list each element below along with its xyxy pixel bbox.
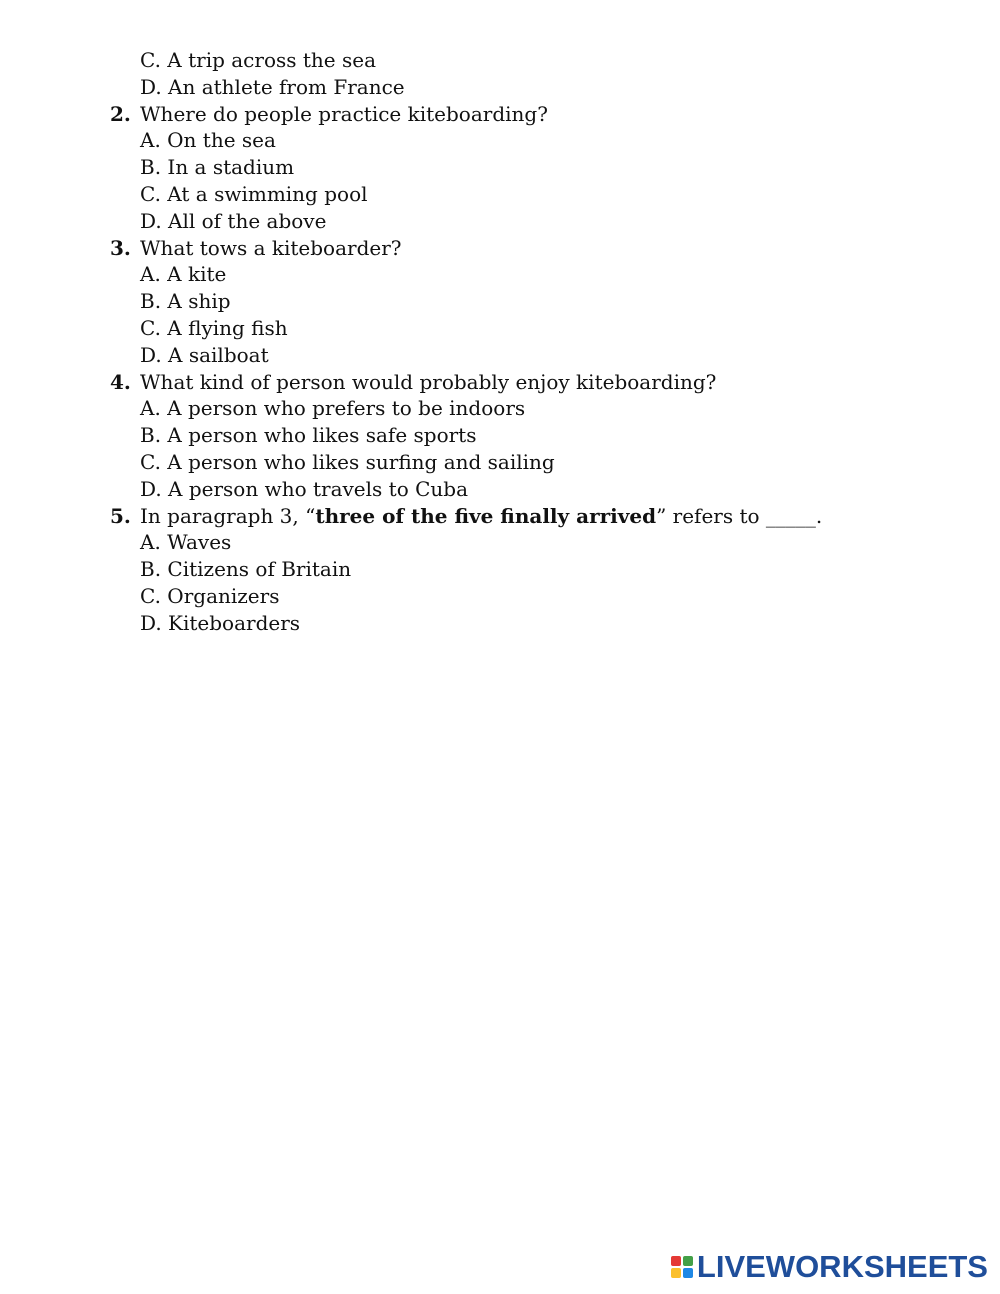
option-text: B. Citizens of Britain	[140, 557, 352, 582]
question-text: Where do people practice kiteboarding?	[140, 101, 548, 126]
question-number: 5.	[110, 503, 131, 528]
option-text: C. A person who likes surfing and sailing	[140, 449, 555, 474]
liveworksheets-logo-icon	[671, 1256, 693, 1278]
option-text: B. A ship	[140, 289, 231, 314]
question-number: 2.	[110, 101, 131, 126]
question-number: 3.	[110, 235, 131, 260]
option-text: A. A kite	[140, 262, 227, 287]
question-5	[0, 503, 1000, 530]
option-text: D. A sailboat	[140, 342, 269, 367]
worksheet-content	[0, 47, 1000, 637]
question-text-before: In paragraph 3, “	[140, 503, 316, 528]
option-text: C. At a swimming pool	[140, 181, 368, 206]
question-text: What kind of person would probably enjoy kiteboarding?	[140, 369, 717, 394]
logo-square-blue	[683, 1268, 693, 1278]
option-text: C. Organizers	[140, 583, 280, 608]
question-text-after: ” refers to _____.	[656, 503, 823, 528]
option-text: C. A trip across the sea	[140, 48, 377, 72]
option-text: D. All of the above	[140, 208, 327, 233]
option-text: A. Waves	[140, 530, 232, 555]
logo-text: LIVEWORKSHEETS	[696, 1249, 988, 1284]
question-3	[0, 235, 1000, 262]
option-text: D. Kiteboarders	[140, 610, 301, 635]
question-4	[0, 369, 1000, 396]
option-text: B. In a stadium	[140, 155, 295, 180]
question-number: 4.	[110, 369, 131, 394]
option-text: D. An athlete from France	[140, 74, 405, 99]
option-text: A. On the sea	[140, 128, 276, 153]
option-text: D. A person who travels to Cuba	[140, 476, 468, 501]
option-text: A. A person who prefers to be indoors	[140, 396, 526, 421]
question-text: What tows a kiteboarder?	[140, 235, 402, 260]
question-quoted-phrase: three of the five finally arrived	[315, 503, 657, 528]
logo-square-yellow	[671, 1268, 681, 1278]
option-text: C. A flying fish	[140, 315, 288, 340]
logo-square-red	[671, 1256, 681, 1266]
option-text: B. A person who likes safe sports	[140, 423, 477, 448]
liveworksheets-logo	[671, 1249, 988, 1284]
question-2	[0, 101, 1000, 128]
logo-square-green	[683, 1256, 693, 1266]
